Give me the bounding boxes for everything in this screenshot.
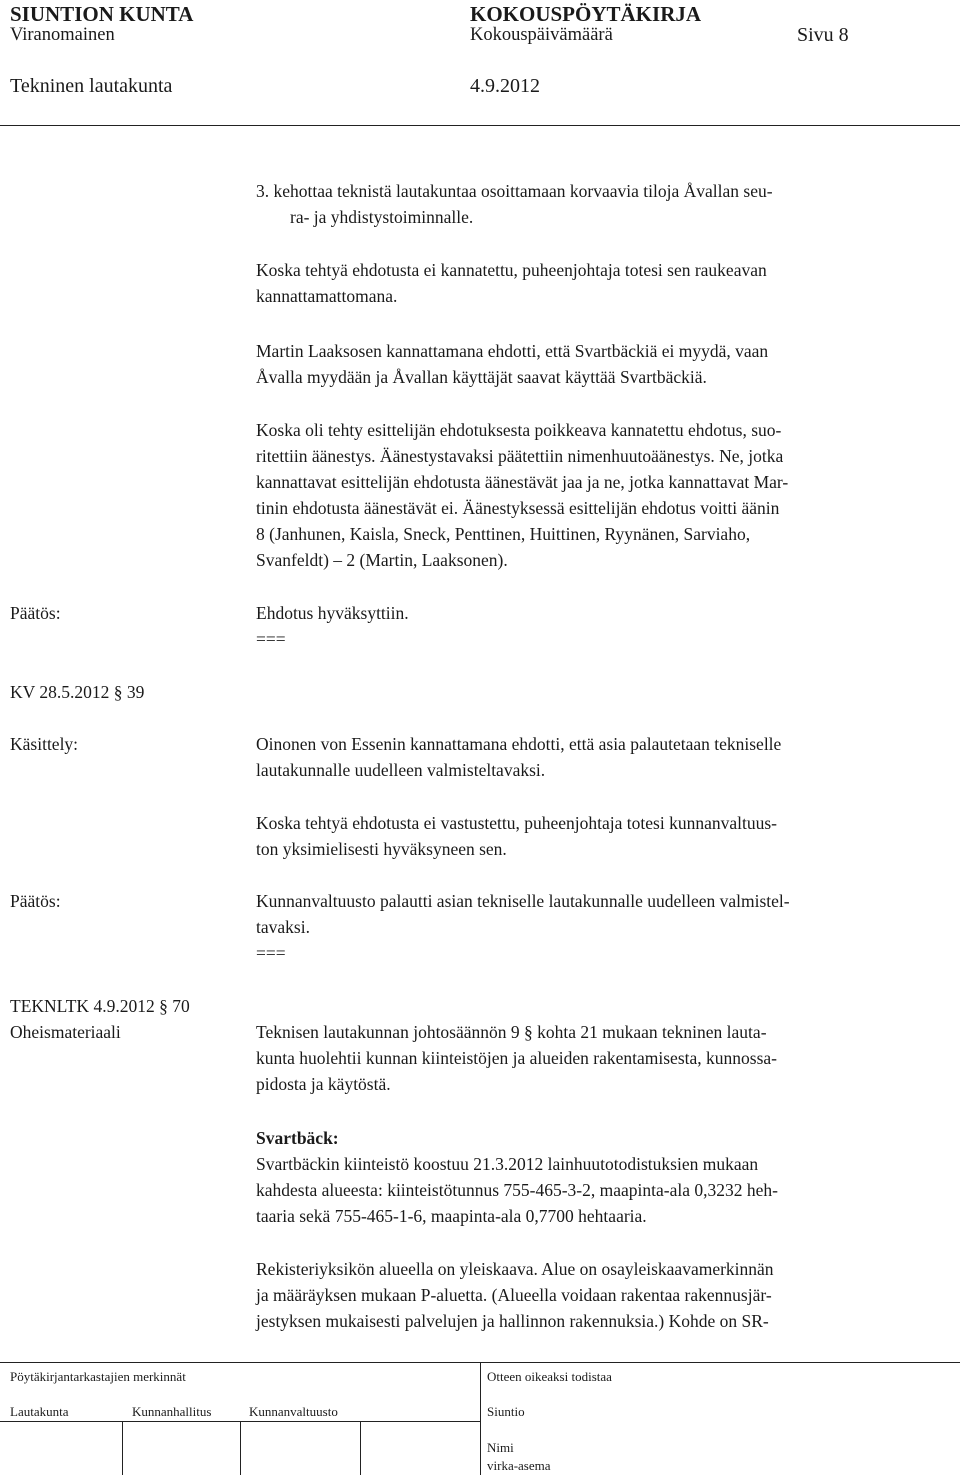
paragraph-3: Koska oli tehty esittelijän ehdotuksesta poikkeava kannatettu ehdotus, suo- ritettiin äänestys. Äänestystavaksi päätettiin nimenhuutoäänestys. Ne, jotka kannattavat esittelijän ehdotusta äänestävät jaa ja ne, jotka kannattavat Mar- tinin ehdotusta äänestävät ei. Äänestyksessä esittelijän ehdotus voitti äänin 8 (Janhunen, Kaisla, Sneck, Penttinen, Huittinen, Ryynänen, Sarviaho, Svanfeldt) – 2 (Martin, Laaksonen). — [256, 420, 789, 570]
footer-siuntio: Siuntio — [487, 1404, 525, 1419]
document-type: KOKOUSPÖYTÄKIRJA — [470, 2, 702, 26]
footer-kunnanvaltuusto: Kunnanvaltuusto — [249, 1404, 338, 1419]
footer-sign-divider-2 — [240, 1421, 241, 1475]
authority-label: Viranomainen — [10, 25, 115, 45]
footer-tarkastajat: Pöytäkirjantarkastajien merkinnät — [10, 1369, 186, 1384]
footer-otteen: Otteen oikeaksi todistaa — [487, 1369, 612, 1384]
footer-sign-divider-1 — [122, 1421, 123, 1475]
org-name: SIUNTION KUNTA — [10, 2, 194, 26]
oheis-label: Oheismateriaali — [10, 1022, 121, 1042]
kv-reference: KV 28.5.2012 § 39 — [10, 682, 145, 702]
tek-reference: TEKNLTK 4.9.2012 § 70 — [10, 996, 190, 1016]
paatos-label-2: Päätös: — [10, 891, 61, 911]
authority-name: Tekninen lautakunta — [10, 75, 173, 97]
paragraph-2: Martin Laaksosen kannattamana ehdotti, että Svartbäckiä ei myydä, vaan Åvalla myydään ja Åvallan käyttäjät saavat käyttää Svartbäckiä. — [256, 341, 769, 387]
header-rule — [0, 125, 960, 126]
oheis-text: Teknisen lautakunnan johtosäännön 9 § kohta 21 mukaan tekninen lauta- kunta huolehtii kunnan kiinteistöjen ja alueiden rakentamisesta, kunnossa- pidosta ja käytöstä. — [256, 1022, 777, 1094]
paatos-text-1: Ehdotus hyväksyttiin. === — [256, 603, 409, 649]
meeting-date: 4.9.2012 — [470, 75, 540, 97]
rekisteri-text: Rekisteriyksikön alueella on yleiskaava. Alue on osayleiskaavamerkinnän ja määräyksen mukaan P-aluetta. (Alueella voidaan rakentaa rakennusjär- jestyksen mukaisesti palvelujen ja hallinnon rakennuksia.) Kohde on SR- — [256, 1259, 774, 1331]
page-number: Sivu 8 — [797, 24, 849, 46]
footer-kunnanhallitus: Kunnanhallitus — [132, 1404, 212, 1419]
paragraph-1: Koska tehtyä ehdotusta ei kannatettu, puheenjohtaja totesi sen raukeavan kannattamattomana. — [256, 260, 767, 306]
footer-divider — [480, 1363, 481, 1475]
footer-lautakunta: Lautakunta — [10, 1404, 69, 1419]
kasittely-label: Käsittely: — [10, 734, 79, 754]
footer-nimi: Nimi — [487, 1440, 514, 1455]
kasittely-text: Oinonen von Essenin kannattamana ehdotti, että asia palautetaan tekniselle lautakunnalle uudelleen valmisteltavaksi. — [256, 734, 782, 780]
svartback-section: Svartbäck: Svartbäckin kiinteistö koostuu 21.3.2012 lainhuutotodistuksien mukaan kahdesta alueesta: kiinteistötunnus 755-465-3-2, maapinta-ala 0,3232 heh- taaria sekä 755-465-1-6, maapinta-ala 0,7700 hehtaaria. — [256, 1125, 956, 1229]
footer-sign-divider-3 — [360, 1421, 361, 1475]
paatos-text-2: Kunnanvaltuusto palautti asian tekniselle lautakunnalle uudelleen valmistel- tavaksi. === — [256, 891, 790, 963]
footer-virka: virka-asema — [487, 1458, 551, 1473]
date-label: Kokouspäivämäärä — [470, 25, 613, 45]
item-3: 3. kehottaa teknistä lautakuntaa osoittamaan korvaavia tiloja Åvallan seu- ra- ja yhdistystoiminnalle. — [256, 181, 773, 227]
paatos-label-1: Päätös: — [10, 603, 61, 623]
svartback-heading: Svartbäck: — [256, 1128, 339, 1148]
paragraph-4: Koska tehtyä ehdotusta ei vastustettu, puheenjohtaja totesi kunnanvaltuus- ton yksimielisesti hyväksyneen sen. — [256, 813, 777, 859]
